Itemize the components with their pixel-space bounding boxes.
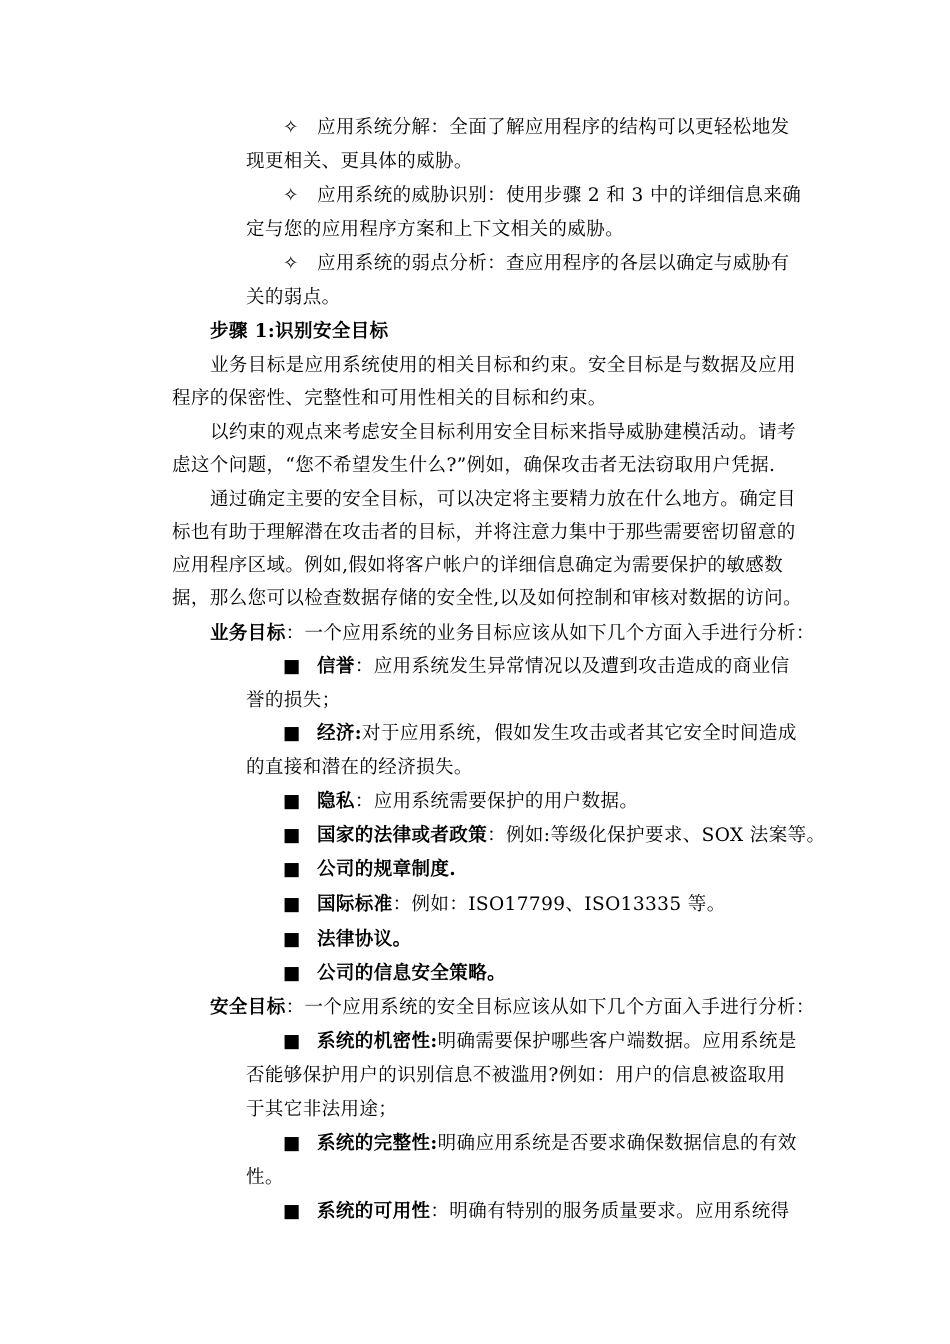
security-item-2-cont: 性。	[246, 1167, 284, 1188]
square-bullet-icon: ■	[283, 791, 301, 812]
step-heading: 步骤 1:识别安全目标	[210, 321, 389, 342]
diamond-item-1-line1: ✧ 应用系统分解：全面了解应用程序的结构可以更轻松地发	[283, 117, 790, 138]
paragraph-3-line-4: 据，那么您可以检查数据存储的安全性,以及如何控制和审核对数据的访问。	[172, 588, 802, 609]
business-item-2-cont: 的直接和潜在的经济损失。	[246, 757, 473, 778]
paragraph-1-line-1: 业务目标是应用系统使用的相关目标和约束。安全目标是与数据及应用	[210, 355, 796, 376]
square-bullet-icon: ■	[283, 963, 301, 984]
diamond-bullet-icon: ✧	[283, 253, 299, 274]
security-item-2: ■ 系统的完整性:明确应用系统是否要求确保数据信息的有效	[283, 1133, 797, 1154]
square-bullet-icon: ■	[283, 894, 301, 915]
diamond-item-3-line2: 关的弱点。	[246, 287, 341, 308]
business-item-6: ■ 国际标准：例如：ISO17799、ISO13335 等。	[283, 894, 726, 915]
security-item-3: ■ 系统的可用性：明确有特别的服务质量要求。应用系统得	[283, 1201, 790, 1222]
paragraph-1-line-2: 程序的保密性、完整性和可用性相关的目标和约束。	[172, 388, 607, 409]
security-item-1: ■ 系统的机密性:明确需要保护哪些客户端数据。应用系统是	[283, 1031, 797, 1052]
security-objectives-intro: 安全目标：一个应用系统的安全目标应该从如下几个方面入手进行分析：	[210, 997, 815, 1018]
business-item-4: ■ 国家的法律或者政策：例如:等级化保护要求、SOX 法案等。	[283, 825, 826, 846]
business-item-7: ■ 法律协议。	[283, 929, 412, 950]
paragraph-2-line-1: 以约束的观点来考虑安全目标利用安全目标来指导威胁建模活动。请考	[210, 422, 796, 443]
diamond-item-2-line1: ✧ 应用系统的威胁识别：使用步骤 2 和 3 中的详细信息来确	[283, 185, 802, 206]
paragraph-3-line-1: 通过确定主要的安全目标，可以决定将主要精力放在什么地方。确定目	[210, 489, 796, 510]
paragraph-3-line-3: 应用程序区域。例如,假如将客户帐户的详细信息确定为需要保护的敏感数	[172, 555, 784, 576]
diamond-bullet-icon: ✧	[283, 117, 299, 138]
business-item-2: ■ 经济:对于应用系统，假如发生攻击或者其它安全时间造成	[283, 723, 797, 744]
business-objectives-intro: 业务目标：一个应用系统的业务目标应该从如下几个方面入手进行分析：	[210, 623, 815, 644]
diamond-item-2-line2: 定与您的应用程序方案和上下文相关的威胁。	[246, 219, 625, 240]
square-bullet-icon: ■	[283, 1031, 301, 1052]
security-item-1-cont2: 于其它非法用途；	[246, 1099, 398, 1120]
business-item-3: ■ 隐私：应用系统需要保护的用户数据。	[283, 791, 639, 812]
square-bullet-icon: ■	[283, 723, 301, 744]
square-bullet-icon: ■	[283, 1201, 301, 1222]
square-bullet-icon: ■	[283, 656, 301, 677]
paragraph-2-line-2: 虑这个问题，“您不希望发生什么?”例如，确保攻击者无法窃取用户凭据.	[172, 455, 776, 476]
square-bullet-icon: ■	[283, 859, 301, 880]
security-item-1-cont: 否能够保护用户的识别信息不被滥用?例如：用户的信息被盗取用	[246, 1065, 786, 1086]
diamond-bullet-icon: ✧	[283, 185, 299, 206]
business-item-1: ■ 信誉：应用系统发生异常情况以及遭到攻击造成的商业信	[283, 656, 790, 677]
business-item-1-cont: 誉的损失；	[246, 690, 341, 711]
square-bullet-icon: ■	[283, 1133, 301, 1154]
diamond-item-1-line2: 现更相关、更具体的威胁。	[246, 151, 473, 172]
business-item-5: ■ 公司的规章制度.	[283, 859, 457, 880]
business-item-8: ■ 公司的信息安全策略。	[283, 963, 507, 984]
square-bullet-icon: ■	[283, 825, 301, 846]
square-bullet-icon: ■	[283, 929, 301, 950]
paragraph-3-line-2: 标也有助于理解潜在攻击者的目标，并将注意力集中于那些需要密切留意的	[172, 522, 796, 543]
diamond-item-3-line1: ✧ 应用系统的弱点分析：查应用程序的各层以确定与威胁有	[283, 253, 790, 274]
